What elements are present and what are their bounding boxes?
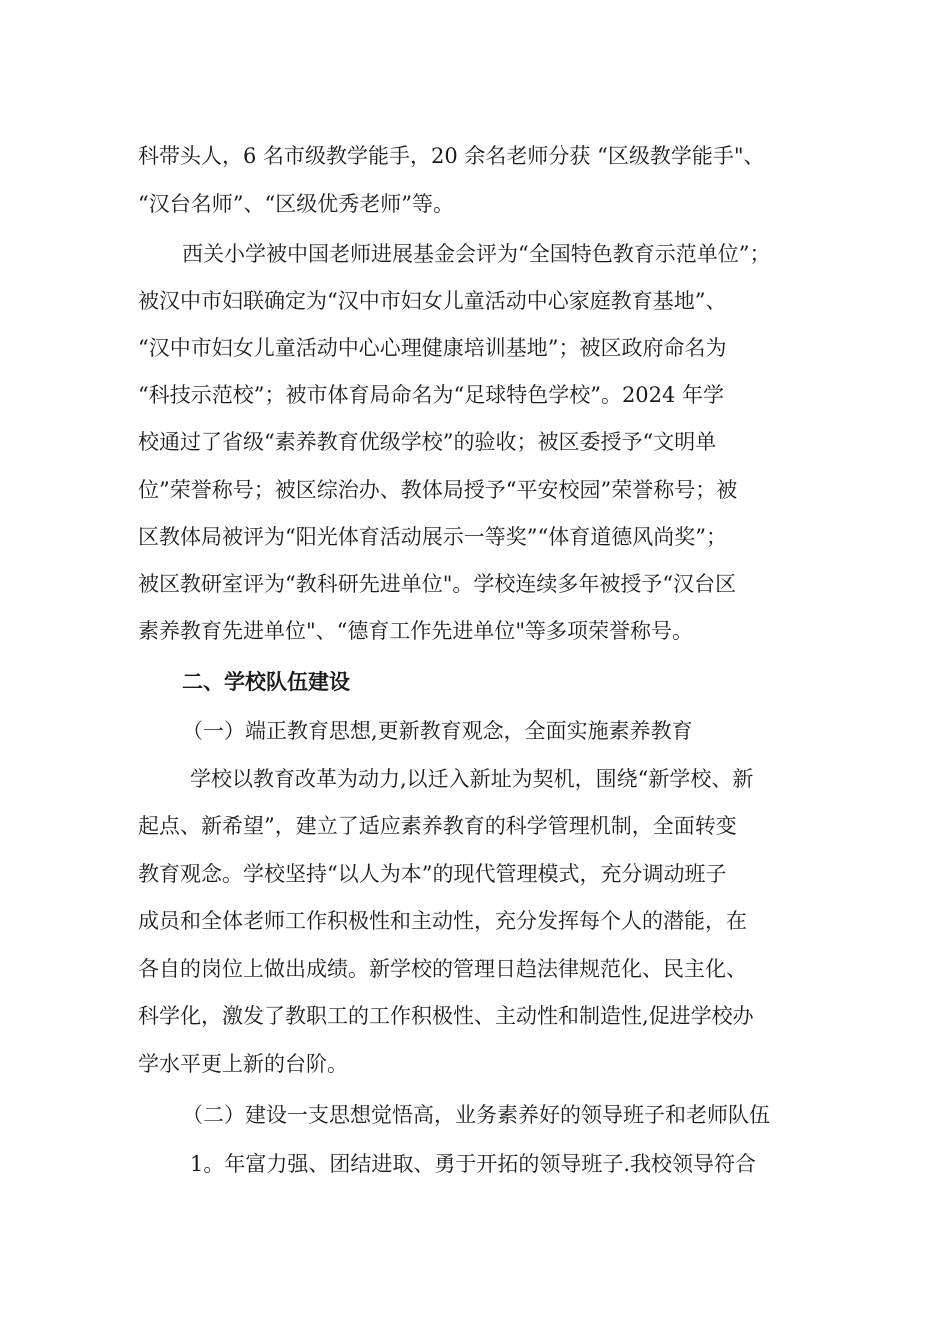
paragraph-line: 学水平更上新的台阶。: [138, 1052, 348, 1076]
paragraph-line: 校通过了省级“素养教育优级学校”的验收；被区委授予“文明单: [138, 430, 717, 454]
paragraph-line: 各自的岗位上做出成绩。新学校的管理日趋法律规范化、民主化、: [138, 957, 747, 981]
paragraph-line: 1。年富力强、团结进取、勇于开拓的领导班子.我校领导符合: [190, 1152, 757, 1176]
section-heading: 二、学校队伍建设: [182, 669, 350, 694]
subsection-heading: （二）建设一支思想觉悟高，业务素养好的领导班子和老师队伍: [182, 1103, 770, 1127]
paragraph-line: 教育观念。学校坚持“以人为本”的现代管理模式，充分调动班子: [138, 862, 727, 886]
paragraph-line: 素养教育先进单位"、“德育工作先进单位"等多项荣誉称号。: [138, 619, 694, 643]
paragraph-line: 科带头人，6 名市级教学能手，20 余名老师分获 “区级教学能手"、: [138, 144, 765, 168]
paragraph-line: 被区教研室评为“教科研先进单位"。学校连续多年被授予“汉台区: [138, 572, 737, 596]
paragraph-line: 西关小学被中国老师进展基金会评为“全国特色教育示范单位”；: [182, 242, 771, 266]
paragraph-line: 被汉中市妇联确定为“汉中市妇女儿童活动中心家庭教育基地”、: [138, 289, 727, 313]
paragraph-line: 区教体局被评为“阳光体育活动展示一等奖”“体育道德风尚奖”；: [138, 525, 727, 549]
paragraph-line: “汉中市妇女儿童活动中心心理健康培训基地”；被区政府命名为: [138, 336, 727, 360]
paragraph-line: 学校以教育改革为动力,以迁入新址为契机，围绕“新学校、新: [190, 767, 754, 791]
paragraph-line: 成员和全体老师工作积极性和主动性，充分发挥每个人的潜能，在: [138, 909, 747, 933]
paragraph-line: “科技示范校”；被市体育局命名为“足球特色学校”。2024 年学: [138, 383, 725, 407]
subsection-heading: （一）端正教育思想,更新教育观念，全面实施素养教育: [182, 719, 693, 743]
paragraph-line: 科学化，激发了教职工的工作积极性、主动性和制造性,促进学校办: [138, 1004, 754, 1028]
paragraph-line: 起点、新希望”，建立了适应素养教育的科学管理机制，全面转变: [138, 814, 737, 838]
paragraph-line: “汉台名师”、“区级优秀老师”等。: [138, 192, 454, 216]
paragraph-line: 位”荣誉称号；被区综治办、教体局授予“平安校园”荣誉称号；被: [138, 478, 738, 502]
